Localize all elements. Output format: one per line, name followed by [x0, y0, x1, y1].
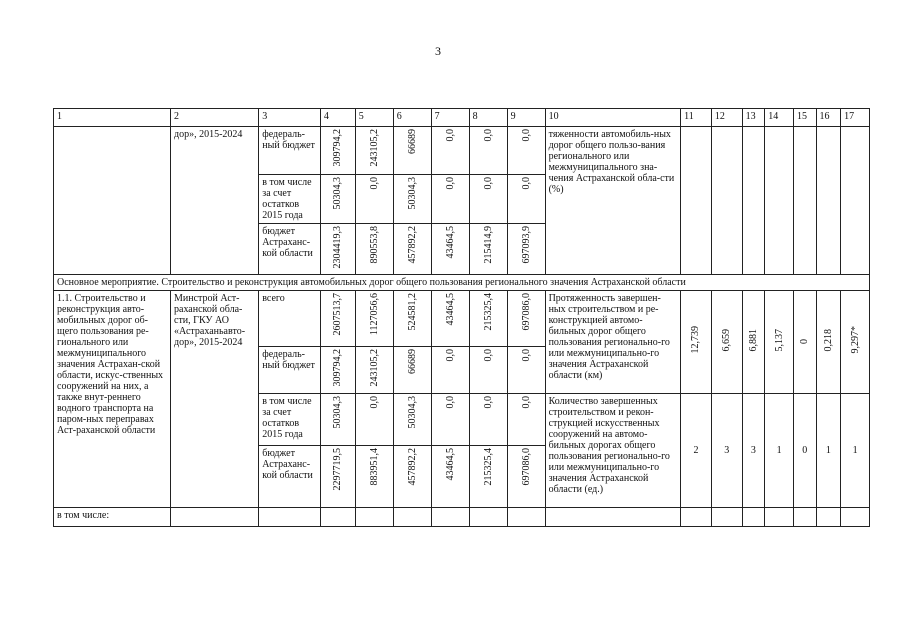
header-col-7: 7	[431, 109, 469, 127]
indicator-value: 1	[852, 444, 858, 456]
value-cell: 0,0	[482, 129, 494, 142]
value-cell: 2304419,3	[332, 226, 344, 269]
value-cell: 309794,2	[332, 129, 344, 167]
indicator-value: 1	[825, 444, 831, 456]
header-col-5: 5	[355, 109, 393, 127]
indicator-text: Количество завершенных строительством и рекон-струкцией искусственных сооружений на автомо-бильных дорогах общего пользования регионально-го или межмуниципально-го значения Астраханской области (ед.)	[545, 393, 680, 507]
value-cell: 0,0	[444, 348, 456, 361]
value-cell: 697093,9	[520, 226, 532, 264]
funding-source-label: федераль-ный бюджет	[259, 346, 321, 393]
value-cell: 883951,4	[368, 447, 380, 485]
footer-text: в том числе:	[54, 507, 171, 526]
value-cell: 524581,2	[406, 292, 418, 330]
block1-col1	[54, 127, 171, 275]
table-row	[54, 127, 870, 175]
funding-source-label: в том числе за счет остатков 2015 года	[259, 175, 321, 224]
value-cell: 43464,5	[444, 292, 456, 325]
value-cell: 2297719,5	[332, 447, 344, 490]
value-cell: 0,0	[368, 177, 380, 190]
program-table	[53, 108, 870, 527]
indicator-value: 0	[802, 444, 808, 456]
value-cell: 43464,5	[444, 226, 456, 259]
indicator-value: 3	[750, 444, 756, 456]
value-cell: 0,0	[368, 395, 380, 408]
indicator-text: Протяженность завершен-ных строительством и ре-конструкцией автомо-бильных дорог общего пользования регионально-го или межмуниципально-го значения Астраханской области (км)	[545, 290, 680, 393]
value-cell: 0,0	[520, 129, 532, 142]
measure-title: 1.1. Строительство и реконструкция авто-мобильных дорог об-щего пользования ре-гионального или межмуниципального значения Астрахан-ской области, искус-ственных сооружений на них, а также внут-реннего водного транспорта на паром-ных переправах Аст-раханской области	[54, 290, 171, 507]
indicator-value: 0,218	[822, 328, 834, 352]
value-cell: 457892,2	[406, 226, 418, 264]
value-cell: 243105,2	[368, 129, 380, 167]
header-col-11: 11	[681, 109, 712, 127]
indicator-value: 3	[724, 444, 730, 456]
header-col-17: 17	[841, 109, 870, 127]
value-cell: 697086,0	[520, 447, 532, 485]
header-col-2: 2	[171, 109, 259, 127]
value-cell: 50304,3	[332, 177, 344, 210]
indicator-value: 5,137	[773, 328, 785, 352]
indicator-text: тяженности автомобиль-ных дорог общего пользо-вания регионального или межмуниципального зна-чения Астраханской обла-сти (%)	[545, 127, 680, 275]
value-cell: 0,0	[482, 348, 494, 361]
indicator-value: 0	[799, 339, 811, 344]
header-col-14: 14	[765, 109, 794, 127]
header-col-10: 10	[545, 109, 680, 127]
header-col-3: 3	[259, 109, 321, 127]
header-col-13: 13	[742, 109, 765, 127]
block1-executor: дор», 2015-2024	[171, 127, 259, 275]
funding-source-label: всего	[259, 290, 321, 346]
table-row	[54, 290, 870, 346]
value-cell: 0,0	[520, 395, 532, 408]
value-cell: 309794,2	[332, 348, 344, 386]
indicator-value: 12,739	[690, 326, 702, 354]
value-cell: 243105,2	[368, 348, 380, 386]
value-cell: 50304,3	[406, 395, 418, 428]
header-col-12: 12	[711, 109, 742, 127]
value-cell: 0,0	[482, 177, 494, 190]
value-cell: 0,0	[520, 177, 532, 190]
header-col-8: 8	[469, 109, 507, 127]
value-cell: 0,0	[520, 348, 532, 361]
header-col-15: 15	[793, 109, 816, 127]
indicator-value: 6,881	[747, 328, 759, 352]
indicator-value: 9,297*	[849, 326, 861, 354]
indicator-value: 2	[693, 444, 699, 456]
value-cell: 0,0	[444, 129, 456, 142]
indicator-value: 6,659	[721, 328, 733, 352]
value-cell: 0,0	[444, 395, 456, 408]
value-cell: 215325,4	[482, 447, 494, 485]
header-col-6: 6	[393, 109, 431, 127]
value-cell: 215414,9	[482, 226, 494, 264]
value-cell: 66689	[406, 348, 418, 374]
value-cell: 890553,8	[368, 226, 380, 264]
indicator-value: 1	[776, 444, 782, 456]
value-cell: 43464,5	[444, 447, 456, 480]
value-cell: 0,0	[444, 177, 456, 190]
header-col-16: 16	[816, 109, 841, 127]
section-row	[54, 274, 870, 290]
header-col-4: 4	[320, 109, 355, 127]
page-number: 3	[435, 44, 441, 58]
funding-source-label: в том числе за счет остатков 2015 года	[259, 393, 321, 445]
value-cell: 457892,2	[406, 447, 418, 485]
value-cell: 0,0	[482, 395, 494, 408]
value-cell: 50304,3	[406, 177, 418, 210]
measure-executor: Минстрой Аст-раханской обла-сти, ГКУ АО «Астраханьавто-дор», 2015-2024	[171, 290, 259, 507]
section-title: Основное мероприятие. Строительство и реконструкция автомобильных дорог общего пользования регионального значения Астраханской области	[54, 274, 870, 290]
value-cell: 697086,0	[520, 292, 532, 330]
table-row	[54, 507, 870, 526]
value-cell: 66689	[406, 129, 418, 154]
value-cell: 2607513,7	[332, 292, 344, 335]
value-cell: 1127056,6	[368, 292, 380, 335]
header-row	[54, 109, 870, 127]
funding-source-label: бюджет Астраханс-кой области	[259, 224, 321, 275]
value-cell: 50304,3	[332, 395, 344, 428]
funding-source-label: федераль-ный бюджет	[259, 127, 321, 175]
funding-source-label: бюджет Астраханс-кой области	[259, 445, 321, 507]
header-col-9: 9	[507, 109, 545, 127]
value-cell: 215325,4	[482, 292, 494, 330]
header-col-1: 1	[54, 109, 171, 127]
